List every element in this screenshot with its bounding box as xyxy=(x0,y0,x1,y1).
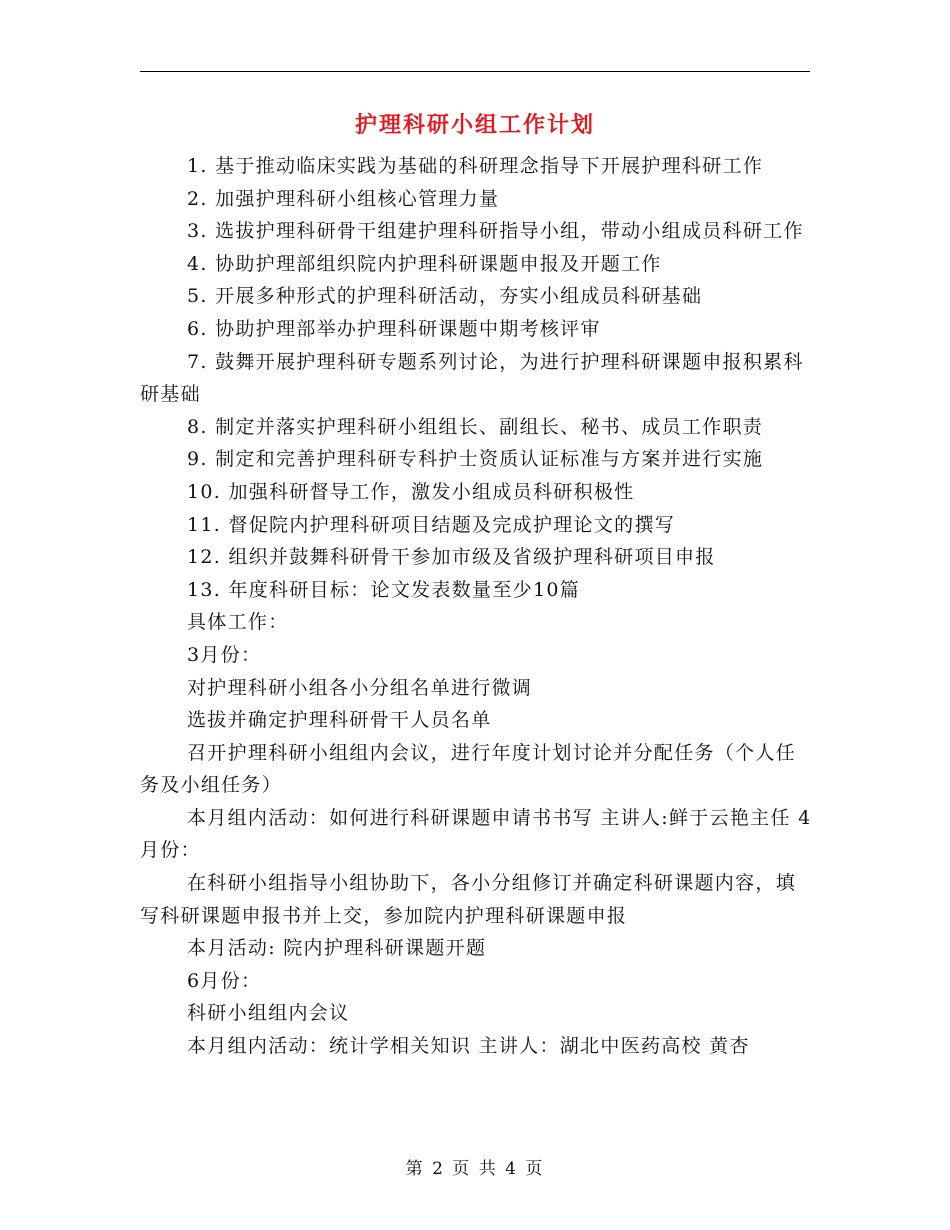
plan-item-9: 9. 制定和完善护理科研专科护士资质认证标准与方案并进行实施 xyxy=(187,448,764,471)
plan-item-2: 2. 加强护理科研小组核心管理力量 xyxy=(187,187,500,210)
march-task-2: 选拔并确定护理科研骨干人员名单 xyxy=(187,709,492,732)
june-activity: 本月组内活动：统计学相关知识 主讲人：湖北中医药高校 黄杏 xyxy=(187,1035,750,1058)
section-heading-specific-work: 具体工作： xyxy=(187,611,289,634)
plan-item-11: 11. 督促院内护理科研项目结题及完成护理论文的撰写 xyxy=(187,513,676,536)
document-title: 护理科研小组工作计划 xyxy=(354,112,595,138)
page-number-footer: 第 2 页 共 4 页 xyxy=(405,1159,545,1179)
april-activity: 本月活动: 院内护理科研课题开题 xyxy=(187,937,487,960)
plan-item-4: 4. 协助护理部组织院内护理科研课题申报及开题工作 xyxy=(187,252,662,275)
plan-item-5: 5. 开展多种形式的护理科研活动，夯实小组成员科研基础 xyxy=(187,285,703,308)
plan-item-10: 10. 加强科研督导工作，激发小组成员科研积极性 xyxy=(187,480,635,503)
header-rule xyxy=(140,71,810,72)
march-task-3: 召开护理科研小组组内会议，进行年度计划讨论并分配任务（个人任务及小组任务） xyxy=(140,741,797,797)
plan-item-6: 6. 协助护理部举办护理科研课题中期考核评审 xyxy=(187,317,601,340)
plan-item-12: 12. 组织并鼓舞科研骨干参加市级及省级护理科研项目申报 xyxy=(187,546,716,569)
march-task-1: 对护理科研小组各小分组名单进行微调 xyxy=(187,676,533,699)
month-heading-june: 6月份： xyxy=(187,969,262,992)
june-task-1: 科研小组组内会议 xyxy=(187,1002,350,1025)
month-heading-march: 3月份： xyxy=(187,643,262,666)
plan-item-3: 3. 选拔护理科研骨干组建护理科研指导小组，带动小组成员科研工作 xyxy=(187,220,804,243)
plan-item-7: 7. 鼓舞开展护理科研专题系列讨论，为进行护理科研课题申报积累科研基础 xyxy=(140,350,804,406)
document-body xyxy=(140,150,812,1063)
march-activity: 本月组内活动：如何进行科研课题申请书书写 主讲人:鲜于云艳主任 4月份： xyxy=(140,806,812,862)
plan-item-8: 8. 制定并落实护理科研小组组长、副组长、秘书、成员工作职责 xyxy=(187,415,764,438)
plan-item-13: 13. 年度科研目标：论文发表数量至少10篇 xyxy=(187,578,581,601)
plan-item-1: 1. 基于推动临床实践为基础的科研理念指导下开展护理科研工作 xyxy=(187,155,764,177)
april-task-1: 在科研小组指导小组协助下，各小分组修订并确定科研课题内容，填写科研课题申报书并上交，参加院内护理科研课题申报 xyxy=(140,872,797,927)
